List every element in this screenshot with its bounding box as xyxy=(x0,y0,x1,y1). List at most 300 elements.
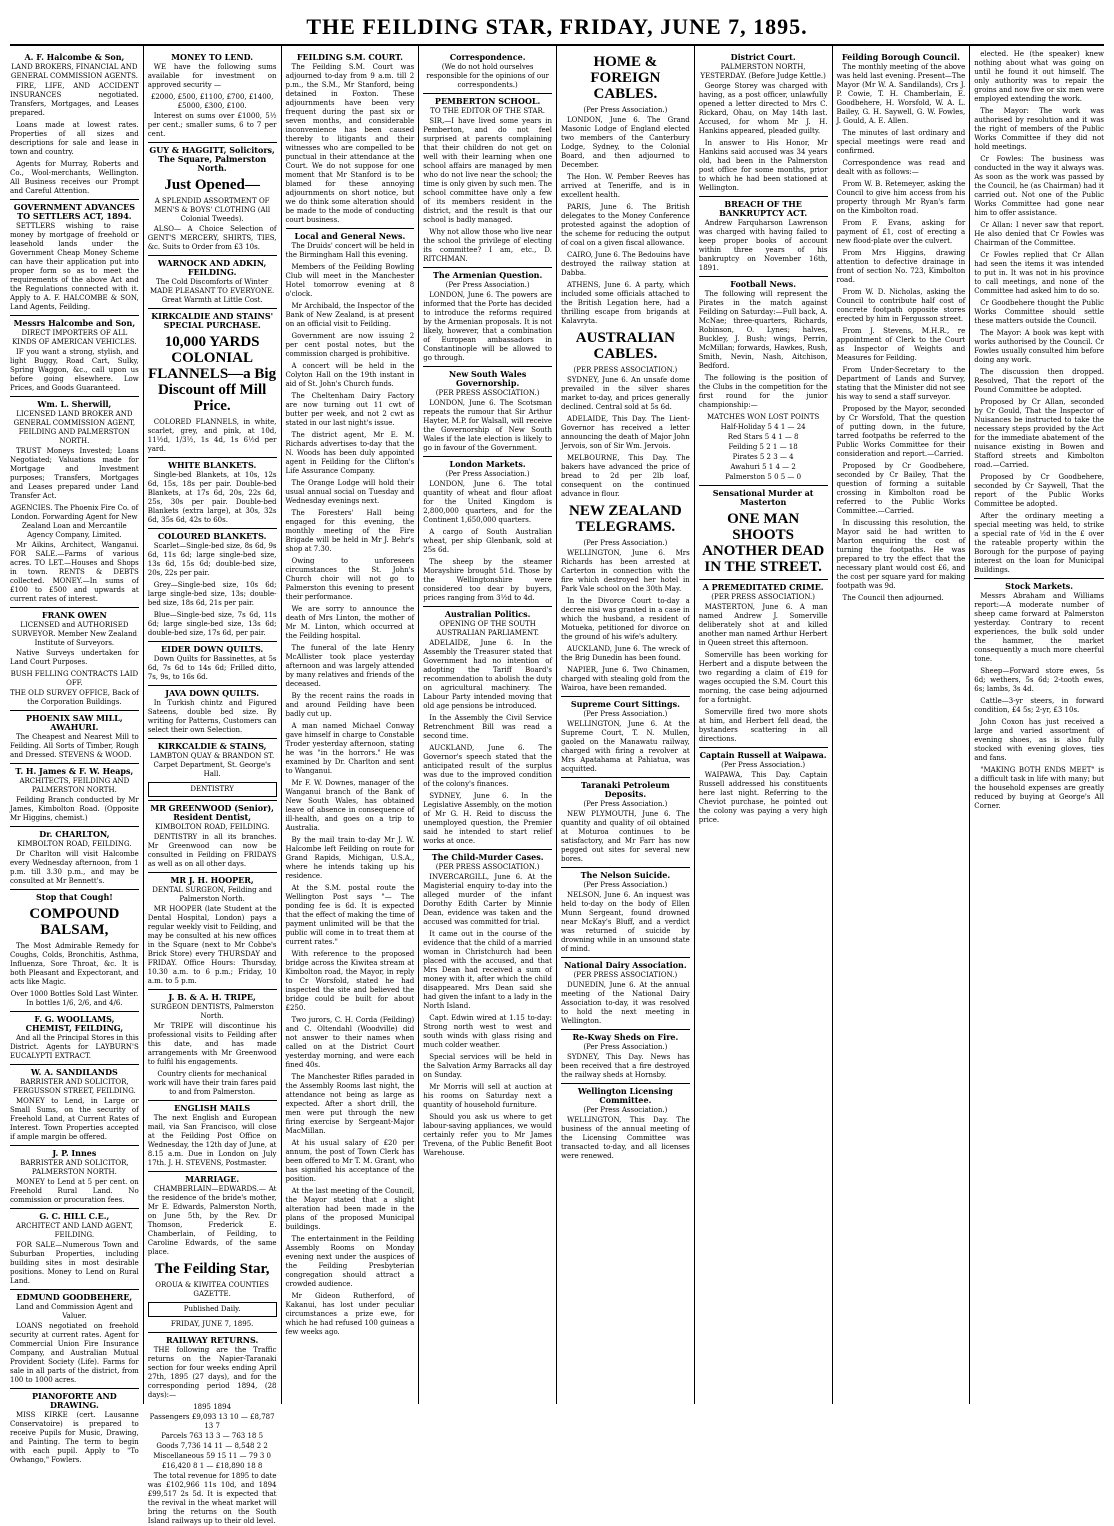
paragraph: Owing to unforeseen circumstances the St. John's Church choir will not go to Palmerston this evening to present their performance. xyxy=(285,557,415,601)
heading: New South Wales Governorship. xyxy=(448,369,527,388)
heading: MARRIAGE. xyxy=(185,1174,240,1184)
subheading: £16,420 8 1 — £18,890 18 8 xyxy=(161,1462,263,1470)
subheading: (Per Press Association.) xyxy=(583,1043,668,1051)
heading: MR J. H. HOOPER, xyxy=(170,875,254,885)
subheading: Feilding 5 2 1 — 18 xyxy=(728,443,798,451)
divider xyxy=(10,1145,139,1146)
paragraph: The Mayor: A book was kept with works authorised by the Council. Cr Fowles usually consulted him before doing any work. xyxy=(974,329,1104,364)
paragraph: Andrew Farquharson Lawrenson was charged with having failed to keep proper books of account within three years of his bankruptcy on November 16th, 1891. xyxy=(698,219,828,272)
paragraph: The district agent, Mr E. M. Richards advertises to-day that the N. Woods has been duly appointed agent in Feilding for the Clifton's Life Assurance Company. xyxy=(285,431,415,475)
paragraph: The Mayor: The work was authorised by resolution and it was the right of members of the Public Works Committee if they did not hold meetings. xyxy=(974,107,1104,151)
paragraph: DENTISTRY in all its branches. Mr Greenwood can now be consulted in Feilding on FRIDAYS as well as on all other days. xyxy=(147,833,277,868)
heading: MR GREENWOOD (Senior), Resident Dentist, xyxy=(150,803,274,822)
heading: The Child-Murder Cases. xyxy=(431,852,544,862)
paragraph: INVERCARGILL, June 6. At the Magisterial enquiry to-day into the alleged murder of the infant Dorothy Edith Carter by Minnie Dean, evidence was taken and the accused was committed for trial. xyxy=(423,873,552,926)
divider xyxy=(10,710,139,711)
heading: PEMBERTON SCHOOL. xyxy=(434,96,541,106)
subheading: (PER PRESS ASSOCIATION.) xyxy=(435,389,540,397)
paragraph: From W. D. Nicholas, asking the Council to contribute half cost of concrete footpath opposite stores erected by him in Fergusson street. xyxy=(836,288,966,323)
paragraph: Cr Goodbehere thought the Public Works Committee should settle these matters outside the Council. xyxy=(974,299,1104,325)
heading: ENGLISH MAILS xyxy=(174,1103,251,1113)
paragraph: And all the Principal Stores in this District. Agents for LAYBURN'S EUCALYPTI EXTRACT. xyxy=(10,1034,139,1060)
display-heading: ONE MAN SHOOTS ANOTHER DEAD IN THE STREET. xyxy=(702,511,825,575)
paragraph: MELBOURNE, This Day. The bakers have advanced the price of bread to 2d per 2lb loaf, consequent on the continued advance in flour. xyxy=(561,454,690,498)
paragraph: From Mrs Higgins, drawing attention to defective drainage in front of section No. 723, Kimbolton road. xyxy=(836,249,966,284)
heading: Sensational Murder at Masterton xyxy=(712,488,814,507)
subheading: LAND BROKERS, FINANCIAL AND GENERAL COMMISSION AGENTS. xyxy=(10,63,138,80)
divider xyxy=(10,1208,139,1209)
subheading: TO THE EDITOR OF THE STAR. xyxy=(430,107,545,115)
paragraph: DUNEDIN, June 6. At the annual meeting of the National Dairy Association to-day, it was resolved to hold the next meeting in Wellington. xyxy=(561,981,690,1025)
subheading: Red Stars 5 4 1 — 8 xyxy=(727,433,799,441)
divider xyxy=(423,93,552,94)
paragraph: LONDON, June 6. The Grand Masonic Lodge of England elected two members of the Canterbury Lodge, Sydney, to the Colonial Board, and then adjourned to December. xyxy=(561,116,690,169)
paragraph: Why not allow those who live near the school the privilege of electing its committee? I am, etc., D. RITCHMAN. xyxy=(423,228,552,263)
divider xyxy=(561,957,690,958)
heading: Stop that Cough! xyxy=(35,892,113,902)
subheading: (Per Press Association.) xyxy=(445,470,530,478)
paragraph: At his usual salary of £20 per annum, the post of Town Clerk has been offered to Mr T. M. Grant, who has signified his acceptance of the position. xyxy=(285,1139,415,1183)
display-heading: 10,000 YARDS COLONIAL FLANNELS—a Big Discount off Mill Price. xyxy=(148,334,277,414)
subheading: PALMERSTON NORTH, YESTERDAY. (Before Judge Kettle.) xyxy=(700,63,826,80)
paragraph: The minutes of last ordinary and special meetings were read and confirmed. xyxy=(836,129,966,155)
column-3 xyxy=(282,46,420,1404)
subheading: (Per Press Association.) xyxy=(583,106,668,114)
column-5 xyxy=(557,46,695,1404)
paragraph: From W. B. Retemeyer, asking the Council to give him access from his property through Mr Ryan's farm on the Kimbolton road. xyxy=(836,180,966,215)
paragraph: NELSON, June 6. An inquest was held to-day on the body of Ellen Munn Sergeant, found drowned near McKay's Bluff, and a verdict was returned of suicide by drowning while in an unsound state of mind. xyxy=(561,891,690,953)
paragraph: Single-bed Blankets, at 10s, 12s 6d, 15s, 18s per pair. Double-bed Blankets, at 17s 6d, 20s, 22s 6d, 25s, 30s per pair. Double-bed Blankets (extra large), at 30s, 32s 6d, 35s 6d, 42s to 60s. xyxy=(147,471,277,524)
paragraph: The following is the position of the Clubs in the competition for the first round for the junior championship:— xyxy=(698,374,828,409)
subheading: (PER PRESS ASSOCIATION.) xyxy=(573,366,678,374)
heading: MONEY TO LEND. xyxy=(171,52,254,62)
divider xyxy=(148,1100,277,1101)
subheading: BUSH FELLING CONTRACTS LAID OFF. xyxy=(10,670,139,687)
paragraph: Correspondence was read and dealt with as follows:— xyxy=(836,159,966,176)
paragraph: The Council then adjourned. xyxy=(842,594,944,602)
paragraph: The Cheltenham Dairy Factory are now turning out 11 cwt of butter per week, and not 2 cwt as stated in our last night's issue. xyxy=(285,392,415,427)
paragraph: The Druids' concert will be held in the Birmingham Hall this evening. xyxy=(285,242,415,259)
heading: GUY & HAGGITT, Solicitors, The Square, Palmerston North. xyxy=(149,145,275,173)
divider xyxy=(148,255,277,256)
paragraph: SYDNEY, June 6. In the Legislative Assembly, on the motion of Mr G. H. Reid to discuss the unemployed question, the Premier said he intended to start relief works at once. xyxy=(423,792,552,845)
paragraph: Cr Fowles replied that Cr Allan had seen the items it was intended to put in. It was not in his province to call meetings, and none of the Committee had asked him to do so. xyxy=(974,251,1104,295)
paragraph: MONEY to Lend at 5 per cent. on Freehold Rural Land. No commission or procuration fees. xyxy=(10,1178,139,1204)
heading: PHOENIX SAW MILL, AWAHURI. xyxy=(26,713,123,732)
paragraph: The Most Admirable Remedy for Coughs, Colds, Bronchitis, Asthma, Influenza, Sore Throat, &c. It is both Pleasant and Expectorant, and acts like Magic. xyxy=(10,942,139,986)
paragraph: Scarlet—Single-bed size, 8s 6d, 9s 6d, 11s 6d; large single-bed size, 13s 6d, 15s 6d; double-bed size, 20s, 22s per pair. xyxy=(147,542,277,577)
paragraph: ATHENS, June 6. A party, which included some officials attached to the British Legation here, had a thrilling escape from brigands at Kalavryta. xyxy=(561,281,690,325)
subheading: Over 1000 Bottles Sold Last Winter. In bottles 1/6, 2/6, and 4/6. xyxy=(10,990,139,1007)
paragraph: FOR SALE—Numerous Town and Suburban Properties, including building sites in most desirable positions. Money to Lend on Rural Land. xyxy=(10,1241,139,1285)
paragraph: The Orange Lodge will hold their usual annual social on Tuesday and Wednesday evenings next. xyxy=(285,479,415,505)
heading: Supreme Court Sittings. xyxy=(570,699,680,709)
subheading: Parcels 763 13 3 — 763 18 5 xyxy=(161,1432,264,1440)
subheading: KIMBOLTON ROAD, FEILDING. xyxy=(154,823,270,831)
paragraph: Messrs Abraham and Williams report:—A moderate number of sheep came forward at Palmerston yesterday. Contrary to recent experiences, the bulk sold under the hammer, the market consequently a much more cheerful tone. xyxy=(974,592,1104,663)
heading: Messrs Halcombe and Son, xyxy=(13,318,136,328)
divider xyxy=(561,777,690,778)
paragraph: At the S.M. postal route the Wellington Post says "— The ponding fee is 6d. It is expected that the effect of making the time of payment unlimited will be that the public will come in to treat them at current rates." xyxy=(285,884,415,946)
divider xyxy=(561,1083,690,1084)
divider xyxy=(10,1011,139,1012)
paragraph: Mr Aikins, Architect, Wanganui. FOR SALE.—Farms of various acres. TO LET.—Houses and Shops in town. RENTS & DEBTS collected. MONEY.—In sums of £100 to £500 and upwards at current rates of interest. xyxy=(10,541,139,603)
subheading: Palmerston 5 0 5 — 0 xyxy=(725,473,802,481)
column-6 xyxy=(695,46,833,1404)
paragraph: The following will represent the Pirates in the match against Feilding on Saturday:—Full back, A. McNae; three-quarters, Richards, Robinson, O. Lynes; halves, Buckley, J. Bush; wings, Perrin, McMillan; forwards, Hawkes, Rush, Smith, Nevin, Nash, Aitchison, Bedford. xyxy=(698,290,828,370)
subheading: (We do not hold ourselves responsible for the opinions of our correspondents.) xyxy=(426,63,549,89)
paragraph: In the Assembly the Civil Service Retrenchment Bill was read a second time. xyxy=(423,714,552,740)
paragraph: SIR,—I have lived some years in Pemberton, and do not feel surprised at parents complaining that their children do not get on well with their learning when one school affairs are managed by men who do not live near the school; the time is only given by such men. The school committee have only a few of its members resident in the district, and the result is that our school is badly managed. xyxy=(423,117,552,224)
paragraph: ALSO— A Choice Selection of GENT'S MERCERY, SHIRTS, TIES, &c. Suits to Order from £3 10s. xyxy=(147,225,277,251)
column-1 xyxy=(6,46,144,1464)
divider xyxy=(148,872,277,873)
paragraph: Mr F. W. Downes, manager of the Wanganui branch of the Bank of New South Wales, has obtained leave of absence in consequence of ill-health, and goes on a trip to Australia. xyxy=(285,779,415,832)
heading: District Court. xyxy=(730,52,796,62)
paragraph: Mr Archibald, the Inspector of the Bank of New Zealand, is at present on an official visit to Feilding. xyxy=(285,302,415,328)
paragraph: At the last meeting of the Council, the Mayor stated that a slight alteration had been made in the plans of the proposed Municipal buildings. xyxy=(285,1187,415,1231)
divider xyxy=(423,267,552,268)
paragraph: FIRE, LIFE, AND ACCIDENT INSURANCES negotiated. Transfers, Mortgages, and Leases prepared. xyxy=(10,82,139,117)
subheading: (Per Press Association.) xyxy=(583,710,668,718)
paragraph: COLORED FLANNELS, in white, scarlet, grey, and pink, at 10d, 11½d, 1/3½, 1s 4d, 1s 6½d per yard. xyxy=(147,418,277,453)
paragraph: THE following are the Traffic returns on the Napier-Taranaki section for four weeks ending April 27th, 1895 (27 days), and for the corresponding period 1894, (28 days):— xyxy=(147,1346,277,1399)
subheading: (Per Press Association.) xyxy=(583,800,668,808)
paragraph: Grey—Single-bed size, 10s 6d; large single-bed size, 13s; double-bed size, 18s 6d, 21s per pair. xyxy=(147,581,277,607)
subheading: (PER PRESS ASSOCIATION.) xyxy=(711,593,815,601)
paragraph: John Coxon has just received a large and varied assortment of evening shoes, as is also fully stocked with evening gloves, ties and fans. xyxy=(974,718,1104,762)
display-heading: The Feilding Star, xyxy=(154,1261,270,1277)
paragraph: Government are now issuing 2 per cent postal notes, but the commission charged is prohibitive. xyxy=(285,332,415,358)
divider xyxy=(148,1332,277,1333)
paragraph: ADELAIDE, June 6. In the Assembly the Treasurer stated that Government had no intention of adopting the Tariff Board's recommendation to abolish the duty on agricultural machinery. The Labour Party intended moving that old age pensions be introduced. xyxy=(423,639,552,710)
boxed-heading: DENTISTRY xyxy=(148,782,277,797)
heading: Wm. L. Sherwill, xyxy=(37,399,112,409)
heading: Stock Markets. xyxy=(1005,581,1074,591)
paragraph: Loans made at lowest rates. Properties of all sizes and descriptions for sale and lease in town and country. xyxy=(10,121,139,156)
divider xyxy=(10,315,139,316)
heading: Australian Politics. xyxy=(444,609,531,619)
paragraph: In the Divorce Court to-day a decree nisi was granted in a case in which the husband, a resident of Motueka, petitioned for divorce on the ground of his wife's adultery. xyxy=(561,597,690,641)
subheading: BARRISTER AND SOLICITOR, FERGUSSON STREET, FEILDING. xyxy=(12,1078,136,1095)
paragraph: The Foresters' Hall being engaged for this evening, the monthly meeting of the Fire Brigade will be held in Mr J. Behr's shop at 7.30. xyxy=(285,509,415,553)
subheading: ARCHITECTS, FEILDING AND PALMERSTON NORTH. xyxy=(19,777,130,794)
divider xyxy=(286,228,415,229)
subheading: DIRECT IMPORTERS OF ALL KINDS OF AMERICAN VEHICLES. xyxy=(12,329,137,346)
heading: The Nelson Suicide. xyxy=(580,870,671,880)
divider xyxy=(423,606,552,607)
paragraph: The monthly meeting of the above was held last evening. Present—The Mayor (Mr W. A. Sandilands), Crs J. P. Cowie, T. H. Chamberlain, E. Goodbehere, H. Worsfold, W. A. L. Bailey, G. H. Saywell, G. W. Fowles, J. Gould, A. E. Allen. xyxy=(836,63,966,125)
paragraph: "MAKING BOTH ENDS MEET" is a difficult task in life with many; but the household expenses are greatly reduced by buying at George's All Corner. xyxy=(974,766,1104,810)
heading: KIRKCALDIE AND STAINS' SPECIAL PURCHASE. xyxy=(151,311,274,330)
paragraph: WAIPAWA, This Day. Captain Russell addressed his constituents here last night. Referring to the Cheviot purchase, he pointed out the colony was paying a very high price. xyxy=(698,771,828,824)
subheading: LAMBTON QUAY & BRANDON ST. Carpet Department, St. George's Hall. xyxy=(150,752,275,778)
subheading: Pirates 5 2 3 — 4 xyxy=(732,453,794,461)
display-heading: HOME & FOREIGN CABLES. xyxy=(590,54,661,102)
paragraph: Members of the Feilding Bowling Club will meet in the Manchester Hotel tomorrow evening at 8 o'clock. xyxy=(285,263,415,298)
paragraph: Cattle—3-yr steers, in forward condition, £4 5s; 2-yr, £3 10s. xyxy=(974,697,1104,714)
paragraph: Two jurors, C. H. Corda (Feilding) and C. Oltendahl (Woodville) did not answer to their names when called on at the District Court yesterday morning, and were each fined 40s. xyxy=(285,1016,415,1069)
heading: KIRKCALDIE & STAINS, xyxy=(157,741,267,751)
paragraph: Proposed by Cr Goodbehere, seconded by Cr Bailey, That the question of forming a suitable crossing in Kimbolton road be referred to the Public Works Committee.—Carried. xyxy=(836,462,966,515)
subheading: The Cold Discomforts of Winter MADE PLEASANT TO EVERYONE. Great Warmth at Little Cost. xyxy=(149,278,275,304)
paragraph: By the recent rains the roads in and around Feilding have been badly cut up. xyxy=(285,692,415,718)
subheading: Passengers £9,093 13 10 — £8,787 13 7 xyxy=(149,1413,275,1430)
heading: JAVA DOWN QUILTS. xyxy=(165,688,260,698)
subheading: ARCHITECT AND LAND AGENT, FEILDING. xyxy=(15,1222,133,1239)
paragraph: SETTLERS wishing to raise money by mortgage of freehold or leasehold lands under the Government Cheap Money Scheme can have their application put into proper form so as to meet the requirements of the above Act and the Regulations connected with it. Apply to A. F. HALCOMBE & SON, Land Agents, Feilding. xyxy=(10,222,139,311)
heading: Dr. CHARLTON, xyxy=(39,829,110,839)
paragraph: Somerville fired two more shots at him, and Herbert fell dead, the bystanders scattering in all directions. xyxy=(698,708,828,743)
subheading: (Per Press Association.) xyxy=(583,1106,668,1114)
paragraph: Proposed by the Mayor, seconded by Cr Worsfold, That the question of putting down, in the future, tarred footpaths be referred to the Public Works Committee for their consideration and report.—Carried. xyxy=(836,405,966,458)
paragraph: MASTERTON, June 6. A man named Andrew J. Somerville deliberately shot at and killed another man named Arthur Herbert in Queen street this afternoon. xyxy=(698,603,828,647)
subheading: (Per Press Association.) xyxy=(445,281,530,289)
divider xyxy=(148,641,277,642)
paragraph: WELLINGTON, June 6. At the Supreme Court, T. N. Mullen, gaoled on the Manawatu railway, charged with firing a revolver at Mrs Apatahama at Pahiatua, was acquitted. xyxy=(561,720,690,773)
paragraph: AUCKLAND, June 6. The Governor's speech stated that the anticipated result of the surplus was due to the improved condition of the colony's finances. xyxy=(423,744,552,788)
paragraph: With reference to the proposed bridge across the Kiwitea stream at Kimbolton road, the Mayor, in reply to Cr Worsfold, stated he had inspected the site and believed the bridge could be built for about £250. xyxy=(285,950,415,1012)
divider xyxy=(148,685,277,686)
divider xyxy=(699,747,828,748)
paragraph: Mr TRIPE will discontinue his professional visits to Feilding after this date, and has made arrangements with Mr Greenwood to fulfil his engagements. xyxy=(147,1022,277,1066)
divider xyxy=(148,738,277,739)
paragraph: WE have the following sums available for investment on approved security — xyxy=(147,63,277,89)
paragraph: In Turkish chintz and Figured Sateens, double bed size. By writing for Patterns, Customers can select their own Selection. xyxy=(147,699,277,734)
display-heading: COMPOUND BALSAM, xyxy=(29,906,120,938)
paragraph: Native Surveys undertaken for Land Court Purposes. xyxy=(10,649,139,666)
heading: The Armenian Question. xyxy=(432,270,543,280)
paragraph: CHAMBERLAIN—EDWARDS.— At the residence of the bride's mother, Mr E. Edwards, Palmerston North, on June 5th, by the Rev. Dr Thomson, Frederick E. Chamberlain, of Feilding, to Caroline Edwards, of the same place. xyxy=(147,1185,277,1256)
heading: RAILWAY RETURNS. xyxy=(165,1335,259,1345)
columns xyxy=(0,46,1114,1525)
divider xyxy=(423,366,552,367)
paragraph: Should you ask us where to get labour-saving appliances, we would certainly refer you to Mr James Trevena, of the Public Benefit Boot Warehouse. xyxy=(423,1113,552,1157)
subheading: £2000, £500, £1100, £700, £1400, £5000, £300, £100. xyxy=(150,93,274,110)
paragraph: The entertainment in the Feilding Assembly Rooms on Monday evening next under the auspices of the Feilding Presbyterian congregation should attract a crowded audience. xyxy=(285,1235,415,1288)
paragraph: Special services will be held in the Salvation Army Barracks all day on Sunday. xyxy=(423,1053,552,1079)
paragraph: The sheep by the steamer Morayshire brought 51d. Those by the Wellingtonshire were considered too dear by buyers, prices ranging from 3½d to 4d. xyxy=(423,558,552,602)
subheading: (PER PRESS ASSOCIATION.) xyxy=(573,971,678,979)
heading: WARNOCK AND ADKIN, FEILDING. xyxy=(157,258,267,277)
subheading: THE OLD SURVEY OFFICE, Back of the Corporation Buildings. xyxy=(10,689,139,706)
divider xyxy=(699,196,828,197)
subheading: OPENING OF THE SOUTH AUSTRALIAN PARLIAMENT. xyxy=(436,620,539,637)
paragraph: LONDON, June 6. The total quantity of wheat and flour afloat for the United Kingdom is 2,800,000 quarters, and for the Continent 1,650,000 quarters. xyxy=(423,480,552,524)
paragraph: Feilding Branch conducted by Mr James, Kimbolton Road. (Opposite Mr Higgins, chemist.) xyxy=(10,796,139,822)
subheading: BARRISTER AND SOLICITOR, PALMERSTON NORTH. xyxy=(20,1159,129,1176)
heading: Correspondence. xyxy=(449,52,526,62)
divider xyxy=(699,485,828,486)
paragraph: The discussion then dropped. Resolved, That the report of the Pound Committee be adopted. xyxy=(974,368,1104,394)
heading: W. A. SANDILANDS xyxy=(30,1067,118,1077)
paragraph: Blue—Single-bed size, 7s 6d, 11s 6d; large single-bed size, 13s 6d; double-bed size, 17s 6d, per pair. xyxy=(147,611,277,637)
heading: Re-Kway Sheds on Fire. xyxy=(572,1032,679,1042)
paragraph: elected. He (the speaker) knew nothing about what was going on until he found it out himself. The only authority was to repair the groins and now five or six men were employed extending the work. xyxy=(974,50,1104,103)
heading: London Markets. xyxy=(449,459,526,469)
subheading: Miscellaneous 59 15 11 — 79 3 0 xyxy=(153,1452,272,1460)
subheading: 1895 1894 xyxy=(193,1403,232,1411)
paragraph: The funeral of the late Henry McAllister took place yesterday afternoon and was largely attended by many relatives and friends of the deceased. xyxy=(285,644,415,688)
divider xyxy=(10,826,139,827)
paragraph: After the ordinary meeting a special meeting was held, to strike a special rate of ½d in the £ over the rateable property within the Borough for the purpose of paying interest on the loan for Municipal Buildings. xyxy=(974,512,1104,574)
paragraph: From J. Stevens, M.H.R., re appointment of Clerk to the Court as Inspector of Weights and Measures for Feilding. xyxy=(836,327,966,362)
paragraph: Mr Gideon Rutherford, of Kakanui, has lost under peculiar circumstances a prize ewe, for which he had refused 100 guineas a few weeks ago. xyxy=(285,1292,415,1336)
subheading: FRIDAY, JUNE 7, 1895. xyxy=(170,1320,254,1328)
subheading: AGENCIES. The Phoenix Fire Co. of London. Forwarding Agent for New Zealand Loan and Mercantile Agency Company, Limited. xyxy=(10,504,139,539)
divider xyxy=(148,457,277,458)
paragraph: Agents for Murray, Roberts and Co., Wool-merchants, Wellington. All Business receives our Prompt and Careful Attention. xyxy=(10,160,139,195)
heading: T. H. James & F. W. Heaps, xyxy=(15,766,134,776)
heading: A. F. Halcombe & Son, xyxy=(24,52,125,62)
divider xyxy=(148,142,277,143)
paragraph: By the mail train to-day Mr J. W. Halcombe left Feilding on route for Grand Rapids, Michigan, U.S.A., where he intends taking up his residence. xyxy=(285,836,415,880)
subheading: OROUA & KIWITEA COUNTIES GAZETTE. xyxy=(155,1281,269,1298)
paragraph: SYDNEY, This Day. News has been received that a fire destroyed the railway sheds at Hornsby. xyxy=(561,1053,690,1079)
paragraph: MR HOOPER (late Student at the Dental Hospital, London) pays a regular weekly visit to Feilding, and may be consulted at his new offices in the Square (next to Mr Cobbe's Brick Store) every THURSDAY and FRIDAY. Office Hours: Thursday, 10.30 a.m. to 6 p.m.; Friday, 10 a.m. to 5 p.m. xyxy=(147,905,277,985)
paragraph: The Feilding S.M. Court was adjourned to-day from 9 a.m. till 2 p.m., the S.M., Mr Stanford, being detained in Foxton. These adjournments have been very frequent during the past six or seven months, and considerable inconvenience has been caused thereby to litigants and their witnesses who are compelled to be punctual in their attendance at the Court. We do not suppose for one moment that Mr Stanford is to be blamed for these annoying adjournments on short notice, but we do think some alteration should be made to the mode of conducting court business. xyxy=(285,63,415,224)
heading: Local and General News. xyxy=(294,231,406,241)
paragraph: A cargo of South Australian wheat, per ship Glenbank, sold at 25s 6d. xyxy=(423,528,552,554)
heading: PIANOFORTE AND DRAWING. xyxy=(32,1391,117,1410)
heading: National Dairy Association. xyxy=(564,960,687,970)
paragraph: WELLINGTON, This Day. The business of the annual meeting of the Licensing Committee was transacted to-day, and all licenses were renewed. xyxy=(561,1116,690,1160)
paragraph: George Storey was charged with having, as a post officer, unlawfully opened a letter directed to Mrs C. Rickard, Ohau, on May 14th last. Accused, for whom Mr J. H. Hankins appeared, pleaded guilty. xyxy=(698,82,828,135)
masthead: THE FEILDING STAR, FRIDAY, JUNE 7, 1895. xyxy=(306,14,808,39)
heading: Captain Russell at Waipawa. xyxy=(699,750,827,760)
subheading: A SPLENDID ASSORTMENT OF MEN'S & BOYS' CLOTHING (All Colonial Tweeds). xyxy=(154,197,271,223)
heading: COLOURED BLANKETS. xyxy=(157,531,267,541)
paragraph: In answer to His Honor, Mr Hankins said accused was 34 years old, had been in the Palmerston post office for some months, prior to which he had been stationed at Wellington. xyxy=(698,139,828,192)
paragraph: Cr Allan: I never saw that report. He also denied that Cr Fowles was Chairman of the Committee. xyxy=(974,221,1104,247)
heading: J. B. & A. H. TRIPE, xyxy=(168,992,256,1002)
divider xyxy=(10,889,139,890)
paragraph: Interest on sums over £1000, 5½ per cent.; smaller sums, 6 to 7 per cent. xyxy=(147,112,277,138)
paragraph: LONDON, June 6. The powers are informed that the Porte has decided to introduce the reforms required by the Armenian proposals. It is not likely, however, that a combination of European ambassadors in Constantinople will be allowed to go through. xyxy=(423,291,552,362)
heading: BREACH OF THE BANKRUPTCY ACT. xyxy=(719,199,808,218)
subheading: Goods 7,736 14 11 — 8,548 2 2 xyxy=(156,1442,268,1450)
paragraph: PARIS, June 6. The British delegates to the Money Conference protested against the adoption of the scheme for reducing the output of coal on a given fiscal allowance. xyxy=(561,203,690,247)
subheading: LICENSED and AUTHORISED SURVEYOR. Member New Zealand Institute of Surveyors. xyxy=(11,621,137,647)
heading: GOVERNMENT ADVANCES TO SETTLERS ACT, 1894. xyxy=(13,202,136,221)
divider xyxy=(148,800,277,801)
paragraph: It came out in the course of the evidence that the child of a married woman in Christchurch had been placed with the accused, and that Mrs Dean had received a sum of money with it, after which the child disappeared. Mrs Dean said she had given the infant to a lady in the North Island. xyxy=(423,930,552,1010)
paragraph: Cr Fowles: The business was conducted in the way it always was. As soon as the work was passed by the Council, he (as Chairman) had it carried out. Not one of the Public Works Committee had gone near him to offer assistance. xyxy=(974,155,1104,217)
display-heading: NEW ZEALAND TELEGRAMS. xyxy=(569,503,682,535)
paragraph: The Cheapest and Nearest Mill to Feilding. All Sorts of Timber, Rough and Dressed. STEVENS & WOOD. xyxy=(10,733,139,759)
paragraph: From F. Evans, asking for payment of £1, cost of erecting a new flood-plate over the culvert. xyxy=(836,219,966,245)
subheading: (PER PRESS ASSOCIATION.) xyxy=(435,863,540,871)
paragraph: In discussing this resolution, the Mayor said he had written to Marton enquiring the cost of turning the footpaths. He was prepared to try the effect that the necessary plant would cost £6, and the cost per square yard for making footpath was 9d. xyxy=(836,519,966,590)
paragraph: Sheep—Forward store ewes, 5s 6d; wethers, 5s 6d; 2-tooth ewes, 6s; lambs, 3s 4d. xyxy=(974,667,1104,693)
subheading: LICENSED LAND BROKER AND GENERAL COMMISSION AGENT, FEILDING AND PALMERSTON NORTH. xyxy=(13,410,136,445)
paragraph: Down Quilts for Bassinettes, at 5s 6d, 7s 6d to 14s 6d; Frilled ditto, 7s, 9s, to 16s 6d. xyxy=(147,655,277,681)
paragraph: Proposed by Cr Goodbehere, seconded by Cr Saywell, That the report of the Public Works Committee be adopted. xyxy=(974,473,1104,508)
subheading: (Per Press Association.) xyxy=(583,881,668,889)
paragraph: The Hon. W. Pember Reeves has arrived at Teneriffe, and is in excellent health. xyxy=(561,173,690,199)
paragraph: LONDON, June 6. The Scotsman repeats the rumour that Sir Arthur Hayter, M.P. for Walsall, will receive the Governorship of New South Wales if the late election is likely to go in favour of the Government. xyxy=(423,399,552,452)
heading: A PREMEDITATED CRIME. xyxy=(702,582,824,592)
paragraph: A concert will be held in the Colyton Hall on the 19th instant in aid of St. John's Church funds. xyxy=(285,362,415,388)
paragraph: The next English and European mail, via San Francisco, will close at the Feilding Post Office on Wednesday, the 12th day of June, at 8.15 a.m. Due in London on July 17th. J. H. STEVENS, Postmaster. xyxy=(147,1114,277,1167)
divider xyxy=(974,578,1104,579)
heading: EDMUND GOODBEHERE, xyxy=(16,1292,133,1302)
divider xyxy=(148,528,277,529)
heading: F. G. WOOLLAMS, CHEMIST, FEILDING, xyxy=(25,1014,124,1033)
subheading: MATCHES WON LOST POINTS xyxy=(706,413,820,421)
paragraph: MISS KIRKE (cert. Lausanne Conservatoire) is prepared to receive Pupils for Music, Drawing, and Painting. The term to begin with each pupil. Apply to "To Owhango," Fowlers. xyxy=(10,1411,139,1464)
display-heading: Just Opened— xyxy=(164,177,260,193)
heading: Taranaki Petroleum Deposits. xyxy=(581,780,670,799)
divider xyxy=(699,579,828,580)
heading: Feilding Borough Council. xyxy=(841,52,960,62)
display-heading: AUSTRALIAN CABLES. xyxy=(575,330,675,362)
paragraph: TRUST Moneys Invested; Loans Negotiated; Valuations made for Mortgage and Investment purposes; Transfers, Mortgages and Leases prepared under Land Transfer Act. xyxy=(10,447,139,500)
heading: Football News. xyxy=(730,279,797,289)
paragraph: Dr Charlton will visit Halcombe every Wednesday afternoon, from 1 p.m. till 3.30 p.m., and may be consulted at Mr Bennett's. xyxy=(10,850,139,885)
column-8 xyxy=(970,46,1108,1404)
heading: FEILDING S.M. COURT. xyxy=(296,52,403,62)
paragraph: WELLINGTON, June 6. Mrs Richards has been arrested at Carterton in connection with the fire which destroyed her hotel in Park Vale school on the 30th May. xyxy=(561,549,690,593)
paragraph: Capt. Edwin wired at 1.15 to-day: Strong north west to west and south winds with glass rising and much colder weather. xyxy=(423,1014,552,1049)
divider xyxy=(10,1289,139,1290)
heading: FRANK OWEN xyxy=(41,610,107,620)
paragraph: The total revenue for 1895 to date was £102,966 11s 10d, and 1894 £99,517 2s 5d. It is expected that the revival in the wheat market will bring the returns on the South Island railways up to their old level. xyxy=(147,1472,277,1525)
column-7 xyxy=(833,46,971,1404)
paragraph: CAIRO, June 6. The Bedouins have destroyed the railway station at Dabba. xyxy=(561,251,690,277)
column-2 xyxy=(144,46,282,1525)
divider xyxy=(148,308,277,309)
divider xyxy=(561,696,690,697)
paragraph: The Manchester Rifles paraded in the Assembly Rooms last night, the attendance not being as large as expected. After a short drill, the men were put through the new firing exercise by Sergeant-Major MacMillan. xyxy=(285,1073,415,1135)
subheading: (Per Press Association.) xyxy=(583,539,668,547)
paragraph: Mr Morris will sell at auction at his rooms on Saturday next a quantity of household furniture. xyxy=(423,1083,552,1109)
divider xyxy=(10,396,139,397)
paragraph: AUCKLAND, June 6. The wreck of the Brig Dunedin has been found. xyxy=(561,645,690,662)
subheading: (Per Press Association.) xyxy=(721,761,806,769)
subheading: DENTAL SURGEON, Feilding and Palmerston North. xyxy=(152,886,273,903)
paragraph: ADELAIDE, This Day. The Lient-Governor has received a letter announcing the death of Major John Jervois, son of Sir Wm. Jervois. xyxy=(561,415,690,450)
paragraph: Proposed by Cr Allan, seconded by Cr Gould, That the Inspector of Nuisances be instructed to take the necessary steps provided by the Act for the immediate abatement of the nuisance existing in Bowen and Stafford streets and Kimbolton road.—Carried. xyxy=(974,398,1104,469)
divider xyxy=(561,1029,690,1030)
heading: WHITE BLANKETS. xyxy=(167,460,257,470)
divider xyxy=(561,867,690,868)
paragraph: From Under-Secretary to the Department of Lands and Survey, stating that the Minister did not see his way to send a staff surveyor. xyxy=(836,366,966,401)
divider xyxy=(10,763,139,764)
heading: G. C. HILL C.E., xyxy=(39,1211,110,1221)
divider xyxy=(10,1064,139,1065)
paragraph: We are sorry to announce the death of Mrs Linton, the mother of Mr M. Linton, which occurred at the Feilding hospital. xyxy=(285,605,415,640)
paragraph: NAPIER, June 6. Two Chinamen, charged with stealing gold from the Wairoa, have been remanded. xyxy=(561,666,690,692)
subheading: Awahuri 5 1 4 — 2 xyxy=(730,463,796,471)
heading: EIDER DOWN QUILTS. xyxy=(161,644,264,654)
divider xyxy=(423,456,552,457)
divider xyxy=(148,989,277,990)
subheading: Land and Commission Agent and Valuer. xyxy=(15,1303,134,1320)
boxed-heading: Published Daily. xyxy=(148,1302,277,1317)
subheading: Country clients for mechanical work will have their train fares paid to and from Palmerston. xyxy=(148,1070,277,1096)
paragraph: A man named Michael Conway gave himself in charge to Constable Troder yesterday afternoon, stating he was "in the horrors." He was examined by Dr. Charlton and sent to Wanganui. xyxy=(285,722,415,775)
column-4 xyxy=(419,46,557,1404)
divider xyxy=(699,276,828,277)
divider xyxy=(10,1388,139,1389)
paragraph: IF you want a strong, stylish, and light Buggy, Road Cart, Sulky, Spring Waggon, &c., call upon us before going elsewhere. Low Prices, and Goods Guaranteed. xyxy=(10,348,139,392)
divider xyxy=(10,607,139,608)
paragraph: LOANS negotiated on freehold security at current rates. Agent for Commercial Union Fire Insurance Company, and Australian Mutual Provident Society (Life). Farms for sale in all parts of the district, from 100 to 1000 acres. xyxy=(10,1322,139,1384)
heading: J. P. Innes xyxy=(52,1148,97,1158)
paragraph: SYDNEY, June 6. An unsafe dome prevailed in the silver shares market to-day, and prices generally declined. Central sold at 5s 6d. xyxy=(561,376,690,411)
paragraph: NEW PLYMOUTH, June 6. The quantity and quality of oil obtained at Moturoa continues to be satisfactory, and Mr Farr has now pegged out sites for several new bores. xyxy=(561,810,690,863)
